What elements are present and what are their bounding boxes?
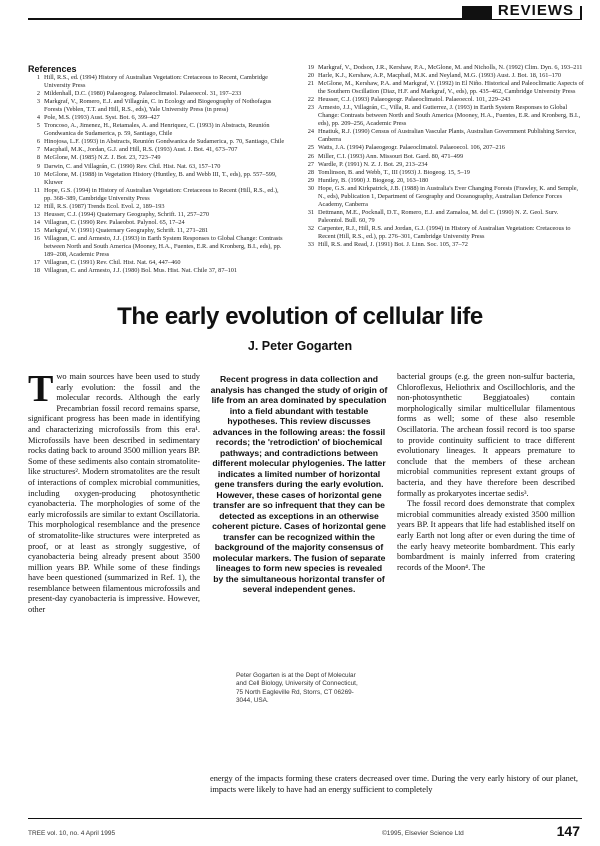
reference-text: Harle, K.J., Kershaw, A.P., Macphail, M.K. and Neyland, M.G. (1993) Aust. J. Bot. 18, 161–170 xyxy=(318,72,562,80)
reference-item xyxy=(28,211,286,219)
reference-number: 2 xyxy=(36,90,40,98)
reference-item xyxy=(302,169,584,177)
reference-item xyxy=(28,138,286,146)
reference-text: McGlone, M. (1988) in Vegetation History (Huntley, B. and Webb III, T., eds), pp. 557–599, Kluwer xyxy=(44,170,277,186)
journal-citation: TREE vol. 10, no. 4 April 1995 xyxy=(28,830,116,837)
reference-text: Pole, M.S. (1993) Aust. Syst. Bot. 6, 399–427 xyxy=(44,114,160,122)
reference-text: Carpenter, R.J., Hill, R.S. and Jordan, G.J. (1994) in History of Australian Vegetation: Cretaceous to Recent (Hill, R.S., ed.), pp. 276–301, Cambridge University Press xyxy=(318,224,571,240)
reference-item xyxy=(302,104,584,128)
reference-item xyxy=(28,90,286,98)
reference-text: Miller, C.I. (1993) Ann. Missouri Bot. Gard. 80, 471–499 xyxy=(318,152,464,160)
body-continuation: energy of the impacts forming these craters decreased over time. During the very early history of our planet, impacts were likely to have had an energy sufficient to completely xyxy=(210,774,578,794)
reference-number: 23 xyxy=(307,104,314,112)
reference-number: 17 xyxy=(33,259,40,267)
reference-text: McGlone, M., Kershaw, P.A. and Markgraf, V. (1992) in El Niño. Historical and Paleoclimatic Aspects of the Southern Oscillation (Diaz, H.F. and Markgraf, V., eds), pp. 435–462, Cambridge University Press xyxy=(318,80,584,96)
reference-number: 9 xyxy=(36,162,40,170)
reference-text: Troncoso, A., Jimenez, H., Retamales, A. and Henriquez, C. (1993) in Abstracts, Reunión Gondwanica de Sudamerica, p. 59, Santiago, Chile xyxy=(44,122,270,138)
reference-number: 12 xyxy=(33,202,40,210)
drop-cap: T xyxy=(28,372,54,410)
body-paragraph: Two main sources have been used to study early evolution: the fossil and the molecular records. Although the early Precambrian fossil record remains sparse, significant progress has been made in identifying and characterizing microfossils from this era¹. Microfossils have been described in sedimentary rocks dating back to around 3500 million years BP. Some of these sediments also contain stromatolite-like structures². Modern stromatolites are the result of interactions of complex microbial communities, including oxygen-producing photosynthetic cyanobacteria. The morphologies of some of the early microfossils are similar to extant Oscillatoria. This morphological resemblance and the presence of stromatolite-like structures were interpreted as proof, or at least as strongly suggestive, of cyanobacteria being already present about 3500 million years BP. While some of these findings have been questioned (summarized in Ref. 1), the resemblance between filamentous microfossils and present-day cyanobacteria is impressive. However, other xyxy=(28,372,200,615)
reference-item xyxy=(28,235,286,259)
reference-text: Hill, R.S. (1987) Trends Ecol. Evol. 2, 189–193 xyxy=(44,202,165,210)
reference-item xyxy=(302,64,584,72)
body-column-left xyxy=(28,372,200,810)
reference-item xyxy=(28,74,286,90)
reference-item xyxy=(28,154,286,162)
reference-item xyxy=(302,80,584,96)
reference-text: Tomlinson, B. and Webb, T., III (1993) J. Biogeog. 15, 5–19 xyxy=(318,168,470,176)
reference-item xyxy=(28,98,286,114)
reference-text: Hope, G.S. and Kirkpatrick, J.B. (1988) in Australia's Ever Changing Forests (Frawley, K. and Semple, N., eds), Publication 1, Department of Geography and Oceanography, Australian Defence Forces Academy, Canberra xyxy=(318,184,579,208)
reference-item xyxy=(302,209,584,225)
reference-item xyxy=(28,163,286,171)
reference-number: 6 xyxy=(36,138,40,146)
reference-item xyxy=(28,267,286,275)
reference-number: 20 xyxy=(307,72,314,80)
reference-text: Wardle, P. (1991) N. Z. J. Bot. 29, 213–234 xyxy=(318,160,428,168)
reference-item xyxy=(302,96,584,104)
reference-item xyxy=(302,177,584,185)
reference-text: Hill, R.S. and Read, J. (1991) Bot. J. Linn. Soc. 105, 37–72 xyxy=(318,241,468,249)
reference-number: 3 xyxy=(36,98,40,106)
copyright: ©1995, Elsevier Science Ltd xyxy=(382,830,464,837)
reference-text: Dettmann, M.E., Pocknall, D.T., Romero, E.J. and Zamaloa, M. del C. (1990) N. Z. Geol. Surv. Paleontol. Bull. 60, 79 xyxy=(318,208,559,224)
reference-number: 10 xyxy=(33,170,40,178)
reference-text: Markgraf, V. (1991) Quaternary Geography, Schrift. 11, 271–281 xyxy=(44,226,209,234)
reference-item xyxy=(28,203,286,211)
reference-number: 19 xyxy=(307,64,314,71)
reference-text: Hill, R.S., ed. (1994) History of Australian Vegetation: Cretaceous to Recent, Cambridge University Press xyxy=(44,74,268,90)
reference-item xyxy=(302,241,584,249)
reference-number: 4 xyxy=(36,114,40,122)
reference-text: Hinojosa, L.F. (1993) in Abstracts, Reunión Gondwanica de Sudamerica, p. 70, Santiago, Chile xyxy=(44,138,285,146)
reference-item xyxy=(28,122,286,138)
reference-number: 31 xyxy=(307,208,314,216)
page-header xyxy=(0,0,600,40)
reference-item xyxy=(302,161,584,169)
reference-item xyxy=(28,146,286,154)
body-column-right xyxy=(397,372,575,772)
reference-number: 30 xyxy=(307,184,314,192)
reference-number: 8 xyxy=(36,154,40,162)
reference-item xyxy=(302,72,584,80)
reference-text: Mildenhall, D.C. (1980) Palaeogeog. Palaeoclimatol. Palaeoecol. 31, 197–233 xyxy=(44,90,242,98)
reference-text: Macphail, M.K., Jordan, G.J. and Hill, R.S. (1993) Aust. J. Bot. 41, 673–707 xyxy=(44,146,238,154)
body-paragraph: The fossil record does demonstrate that complex microbial communities already existed 3500 million years BP. It appears that life had established itself on early Earth not long after or even during the time of the early heavy meteorite bombardment. This early bombardment is mainly inferred from cratering records of the Moon⁴. The xyxy=(397,499,575,572)
reference-item xyxy=(302,128,584,144)
reference-item xyxy=(302,144,584,152)
reference-text: Villagran, C. and Armesto, J.J. (1980) Bol. Mus. Hist. Nat. Chile 37, 87–101 xyxy=(44,267,238,275)
reference-number: 21 xyxy=(307,80,314,88)
reference-item xyxy=(28,171,286,187)
article-abstract: Recent progress in data collection and analysis has changed the study of origin of life from an area dominated by speculation into a field abundant with testable hypotheses. This review discusses advances in the following areas: the fossil records; the 'retrodiction' of biochemical pathways; and contradictions between different molecular phylogenies. The latter indicates a limited number of horizontal gene transfers during the early evolution. However, these cases of horizontal gene transfer are so infrequent that they can be detected as exceptions in an otherwise coherent picture. Cases of horizontal gene transfer can be recognized within the background of the majority consensus of molecular markers. The fusion of separate lineages to form new species is revealed by the simultaneous horizontal transfer of several independent genes. xyxy=(210,374,388,594)
references-left-column xyxy=(28,74,286,275)
reference-text: Armesto, J.J., Villagrán, C., Villa, R. and Gutierrez, J. (1993) in Earth System Responses to Global Change: Contrasts between North and South America (Mooney, H.A., Fuentes, E.R. and Kronberg, B.I., eds), pp. 209–256, Academic Press xyxy=(318,104,581,128)
reference-item xyxy=(28,219,286,227)
reference-item xyxy=(28,187,286,203)
reference-number: 13 xyxy=(33,210,40,218)
reference-text: Markgraf, V., Romero, E.J. and Villagrán, C. in Ecology and Biogeography of Nothofagus Forests (Veblen, T.T. and Hill, R.S., eds), Yale University Press (in press) xyxy=(44,98,272,114)
article-title: The early evolution of cellular life xyxy=(117,303,483,330)
reference-number: 28 xyxy=(307,168,314,176)
reference-number: 26 xyxy=(307,152,314,160)
reference-text: Villagran, C. (1990) Rev. Palaeobot. Palynol. 65, 17–24 xyxy=(44,218,185,226)
reference-number: 14 xyxy=(33,218,40,226)
reference-number: 27 xyxy=(307,160,314,168)
article-author: J. Peter Gogarten xyxy=(247,339,353,353)
reference-number: 7 xyxy=(36,146,40,154)
reference-number: 1 xyxy=(36,74,40,81)
reference-number: 24 xyxy=(307,128,314,136)
reference-number: 32 xyxy=(307,224,314,232)
reference-text: Villagran, C. and Armesto, J.J. (1993) in Earth System Responses to Global Change: Contrasts between North and South America (Mooney, H.A., Fuentes, E.R. and Kronberg, B.I., eds), pp. 189–208, Academic Press xyxy=(44,234,283,259)
reference-item xyxy=(302,153,584,161)
reference-text: Markgraf, V., Dodson, J.R., Kershaw, P.A., McGlone, M. and Nicholls, N. (1992) Clim. Dyn. 6, 193–211 xyxy=(318,64,583,71)
reference-text: Darwin, C. and Villagrán, C. (1990) Rev. Chil. Hist. Nat. 63, 157–170 xyxy=(44,162,221,170)
references-heading: References xyxy=(28,64,77,74)
reference-text: Villagran, C. (1991) Rev. Chil. Hist. Nat. 64, 447–460 xyxy=(44,259,181,267)
reference-text: Hope, G.S. (1994) in History of Australian Vegetation: Cretaceous to Recent (Hill, R.S., ed.), pp. 368–389, Cambridge University Press xyxy=(44,186,279,202)
section-label: REVIEWS xyxy=(492,2,580,19)
reference-number: 15 xyxy=(33,226,40,234)
reference-number: 33 xyxy=(307,241,314,249)
reference-number: 29 xyxy=(307,176,314,184)
footer-rule xyxy=(28,818,582,819)
reference-text: Huntley, B. (1990) J. Biogeog. 20, 163–180 xyxy=(318,176,429,184)
reference-number: 5 xyxy=(36,122,40,130)
references-right-column xyxy=(302,64,584,249)
reference-text: Hnatiuk, R.J. (1990) Census of Australian Vascular Plants, Australian Government Publishing Service, Canberra xyxy=(318,128,577,144)
reference-number: 11 xyxy=(33,186,40,194)
page-number: 147 xyxy=(556,823,580,839)
reference-item xyxy=(302,185,584,209)
body-paragraph: bacterial groups (e.g. the green non-sulfur bacteria, Chloroflexus, Heliothrix and Oscillochloris, and the non-photosynthetic Beggiatoales) contain morphologically similar multicellular filamentous forms as well; some of these also resemble Oscillatoria. The archean fossil record is too sparse to provide continuity sufficient to trace different evolutionary lineages. It appears premature to conclude that the members of these archean microbial communities represent extant groups of bacteria, and they have therefore been described formally as prokaryotes incertae sedis³. xyxy=(397,372,575,498)
reference-text: Heusser, C.J. (1993) Palaeogeogr. Palaeoclimatol. Palaeoecol. 101, 229–243 xyxy=(318,96,511,104)
author-affiliation: Peter Gogarten is at the Dept of Molecular and Cell Biology, University of Connecticut, 75 North Eagleville Rd, Storrs, CT 06269-3044, USA. xyxy=(236,672,358,705)
reference-item xyxy=(302,225,584,241)
reference-number: 18 xyxy=(33,267,40,275)
reference-item xyxy=(28,114,286,122)
reference-text: McGlone, M. (1985) N.Z. J. Bot. 23, 723–749 xyxy=(44,154,161,162)
reference-text: Heusser, C.J. (1994) Quaternary Geography, Schrift. 11, 257–270 xyxy=(44,210,210,218)
reference-text: Watts, J.A. (1994) Palaeogeogr. Palaeoclimatol. Palaeoecol. 106, 207–216 xyxy=(318,144,505,152)
reference-item xyxy=(28,227,286,235)
reference-number: 16 xyxy=(33,234,40,242)
reference-item xyxy=(28,259,286,267)
reference-number: 22 xyxy=(307,96,314,104)
reference-number: 25 xyxy=(307,144,314,152)
